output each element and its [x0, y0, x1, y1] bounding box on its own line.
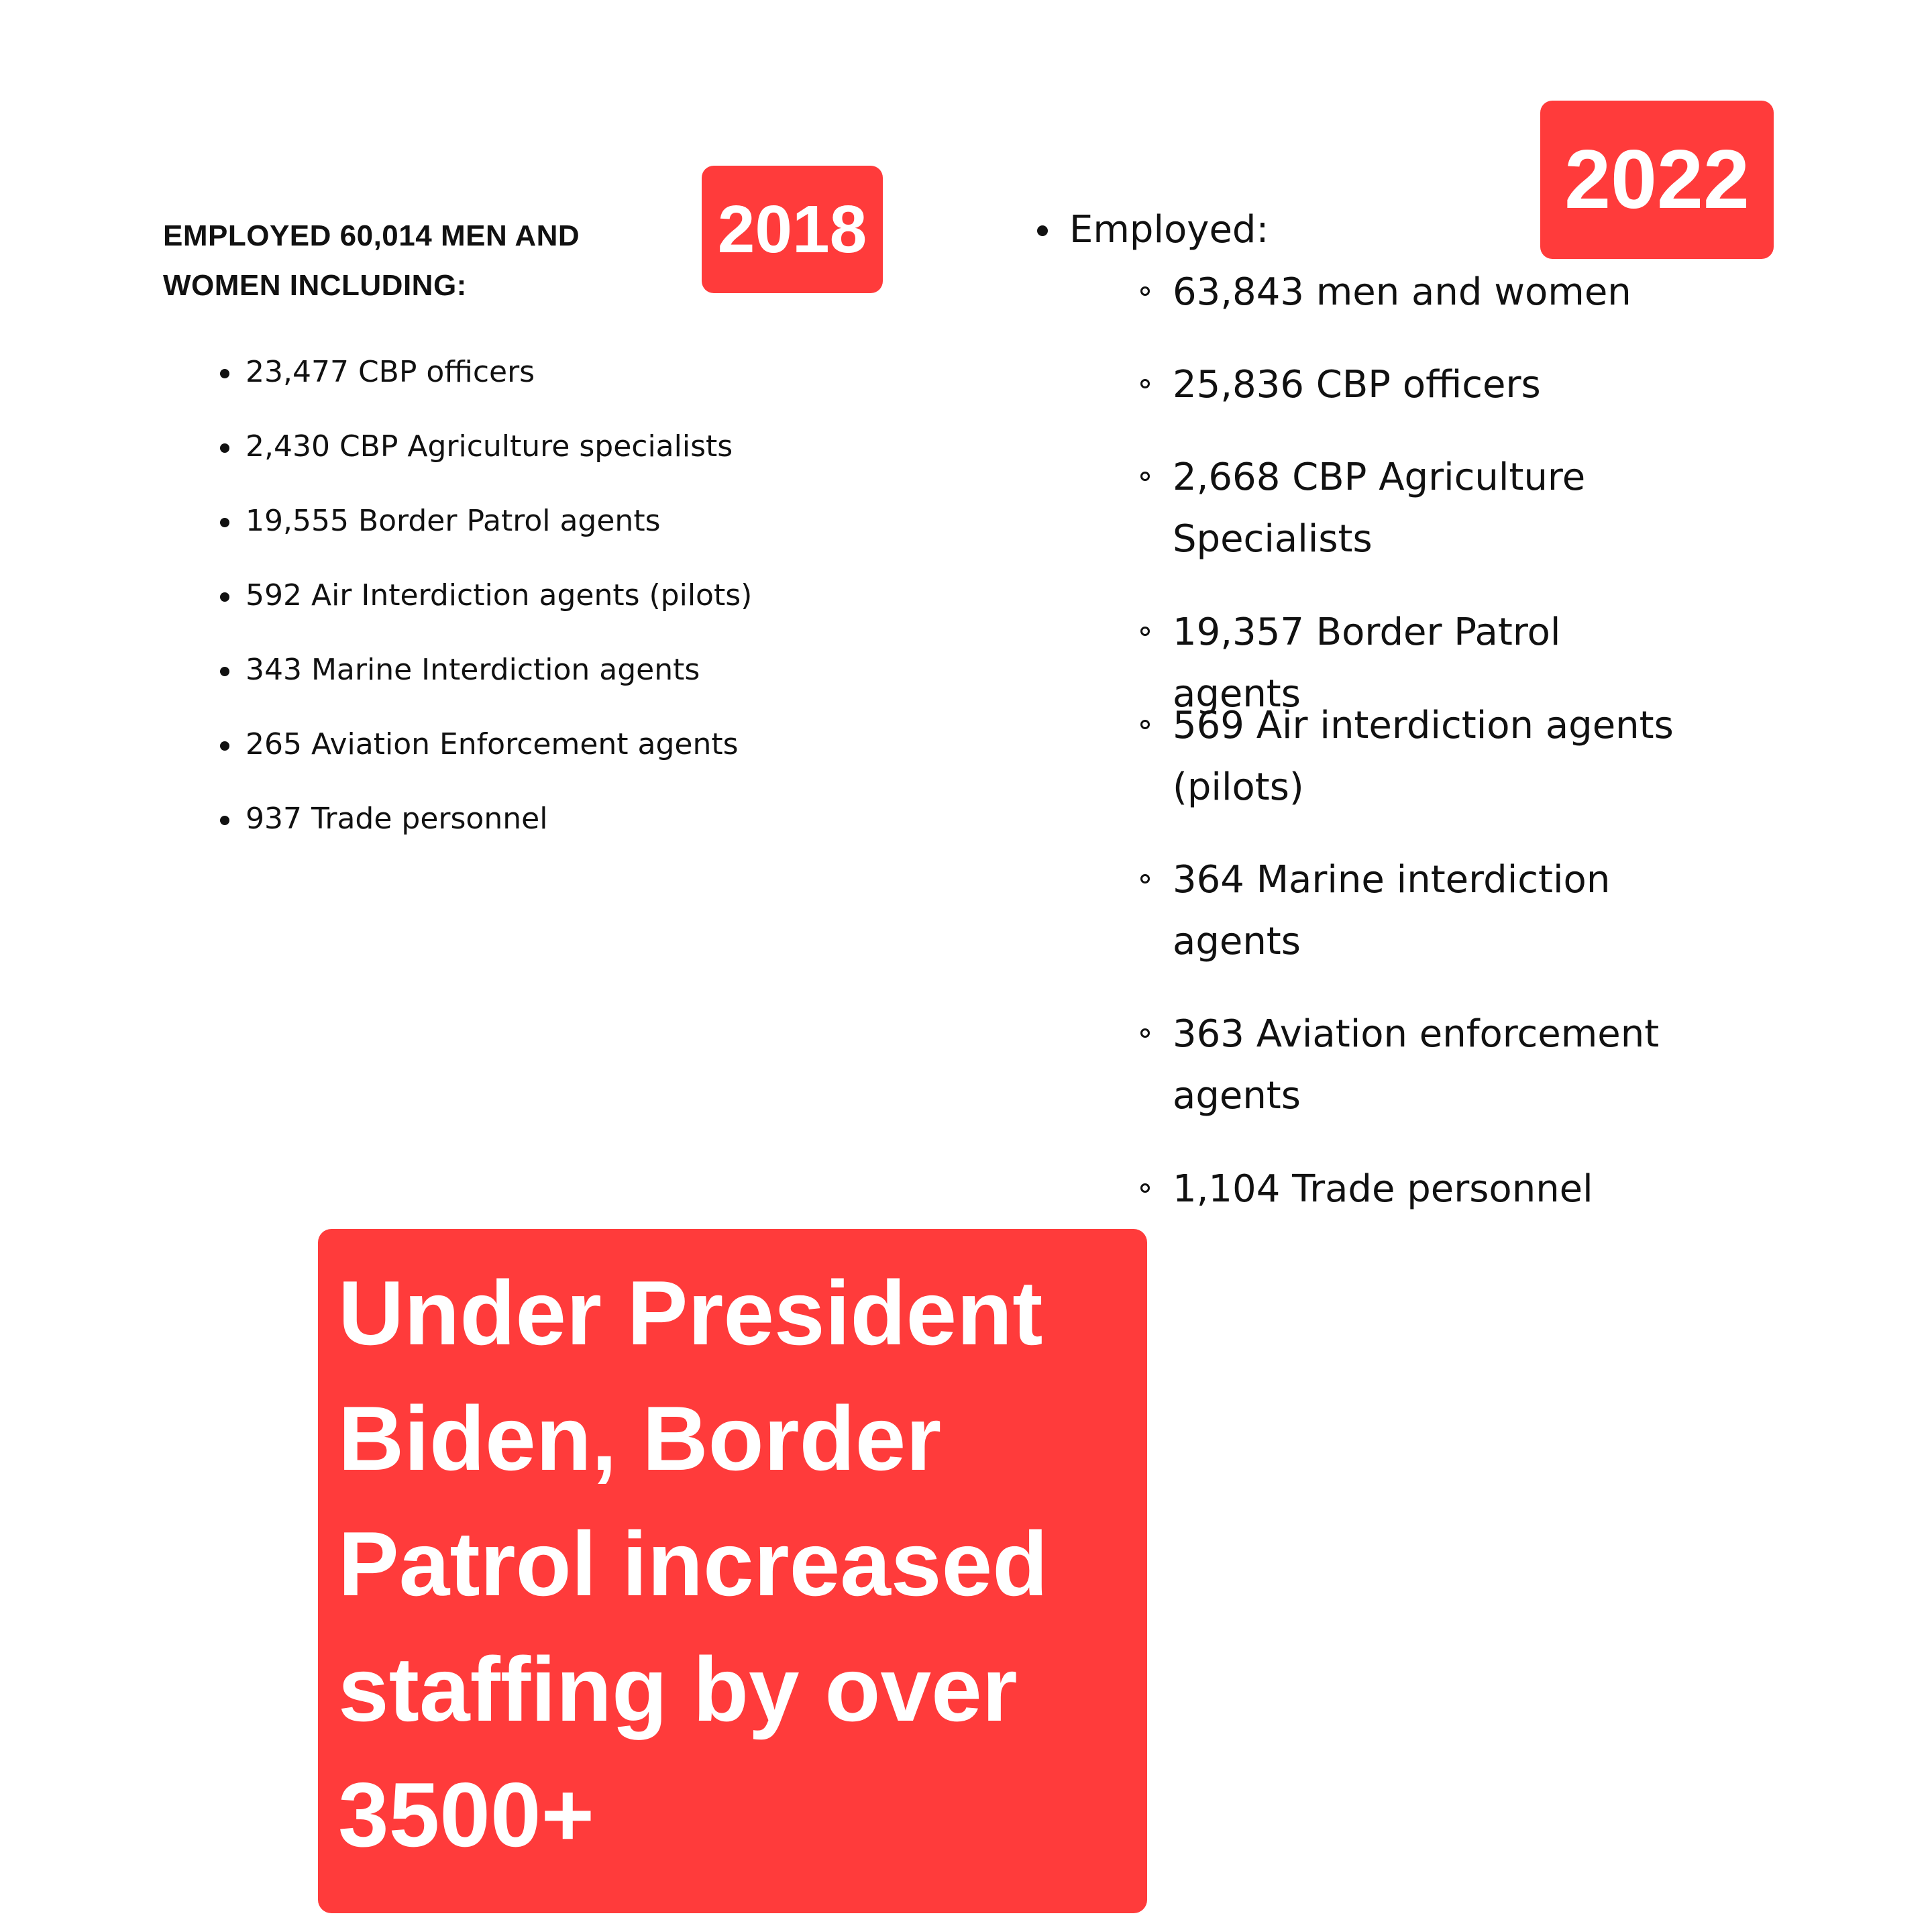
list-item-2018: 265 Aviation Enforcement agents [246, 727, 739, 761]
callout-box [318, 1229, 1147, 1913]
list-item-2022: 25,836 CBP officers [1173, 354, 1682, 416]
callout-text: Under President Biden, Border Patrol increased staffing by over 3500+ [338, 1262, 1049, 1866]
list-item-2022: 1,104 Trade personnel [1173, 1159, 1682, 1220]
list-item-2018: 23,477 CBP officers [246, 355, 535, 389]
list-item-2022: 2,668 CBP Agriculture Specialists [1173, 447, 1682, 570]
list-item-2018: 937 Trade personnel [246, 802, 548, 836]
year-badge-2022: 2022 [1540, 101, 1774, 259]
list-item-2018: 343 Marine Interdiction agents [246, 653, 700, 687]
list-item-2018: 2,430 CBP Agriculture specialists [246, 429, 733, 464]
list-item-2018: 592 Air Interdiction agents (pilots) [246, 578, 753, 612]
heading-2022: Employed: [1069, 207, 1269, 254]
heading-2018: EMPLOYED 60,014 MEN AND WOMEN INCLUDING: [163, 219, 580, 302]
list-item-2022: 19,357 Border Patrol agents [1173, 602, 1682, 725]
list-item-2022: 569 Air interdiction agents (pilots) [1173, 695, 1682, 818]
list-item-2018: 19,555 Border Patrol agents [246, 504, 661, 538]
list-item-2022: 364 Marine interdiction agents [1173, 849, 1682, 973]
year-badge-2018: 2018 [702, 166, 883, 293]
list-item-2022: 363 Aviation enforcement agents [1173, 1004, 1682, 1127]
list-item-2022: 63,843 men and women [1173, 262, 1682, 323]
